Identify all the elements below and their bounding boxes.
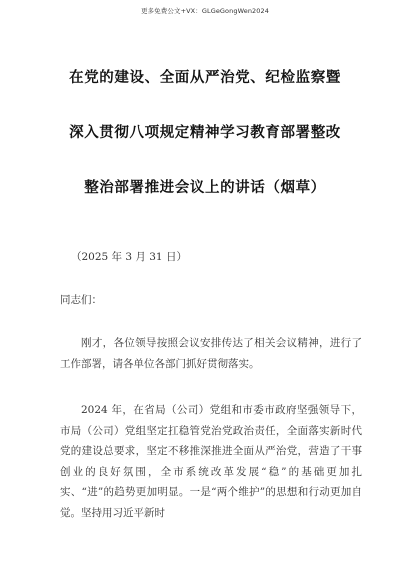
body-paragraph-1: 刚才，各位领导按照会议安排传达了相关会议精神，进行了工作部署，请各单位各部门抓好贯彻落实。 bbox=[60, 337, 362, 370]
document-title-line-1: 在党的建设、全面从严治党、纪检监察暨 bbox=[69, 70, 341, 86]
salutation: 同志们： bbox=[60, 294, 102, 306]
header-note: 更多免费公文+VX：GLGeGongWen2024 bbox=[140, 7, 269, 15]
body-paragraph-2: 2024 年，在省局（公司）党组和市委市政府坚强领导下，市局（公司）党组坚定扛稳管党治党政治责任，全面落实新时代党的建设总要求，坚定不移推深推进全面从严治党，营造了干事创业的良好氛围，全市系统改革发展“稳”的基础更加扎实、“进”的趋势更加明显。一是“两个维护”的思想和行动更加自觉。坚持用习近平新时 bbox=[60, 404, 362, 519]
document-title-line-3: 整治部署推进会议上的讲话（烟草） bbox=[84, 180, 326, 196]
document-title-line-2: 深入贯彻八项规定精神学习教育部署整改 bbox=[69, 125, 341, 141]
speech-date: （2025 年 3 月 31 日） bbox=[71, 251, 187, 263]
